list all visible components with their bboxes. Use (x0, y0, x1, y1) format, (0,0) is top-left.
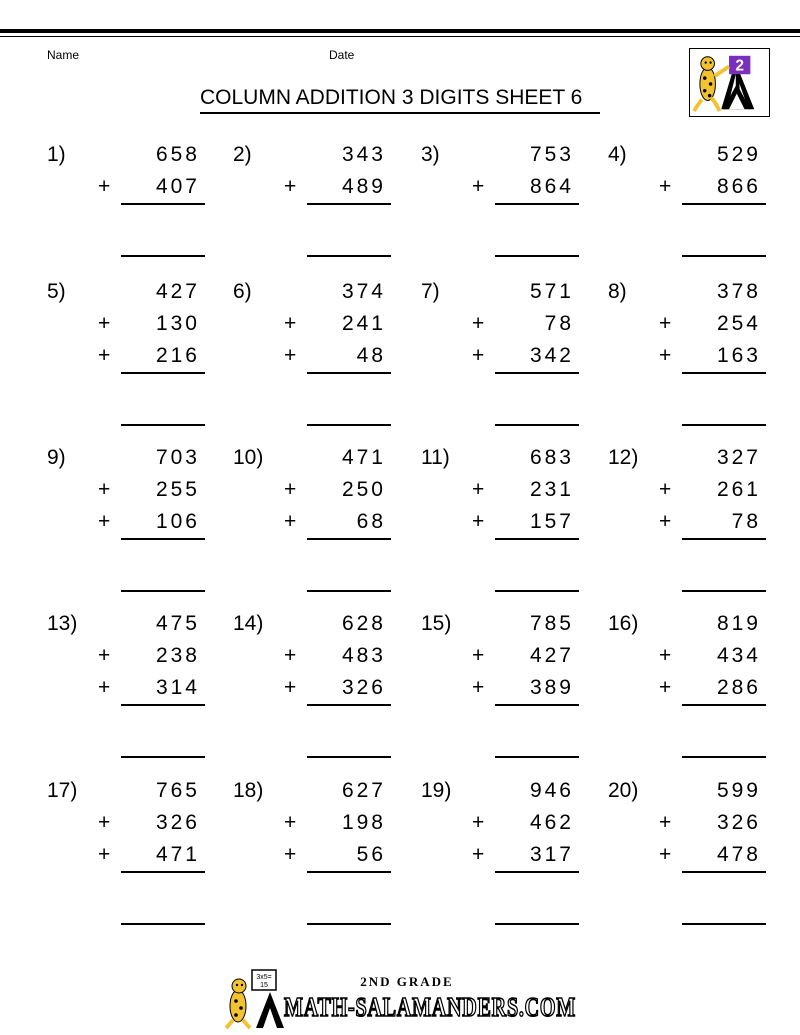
addend-value: 471 (155, 843, 200, 866)
addend-value: 489 (341, 175, 386, 198)
answer-line[interactable] (307, 590, 391, 592)
addend-row (233, 843, 408, 871)
answer-line[interactable] (495, 590, 579, 592)
addend-row (421, 344, 596, 372)
logo-badge-text: 2 (735, 57, 745, 75)
problem-number: 19) (421, 779, 452, 802)
problem-2 (233, 143, 408, 253)
addend-value: 819 (716, 612, 761, 635)
addend-row (47, 510, 222, 538)
plus-sign: + (284, 811, 297, 834)
plus-sign: + (659, 644, 672, 667)
addend-value: 130 (155, 312, 200, 335)
sum-line (121, 871, 205, 873)
problem-number: 13) (47, 612, 78, 635)
addend-row (421, 175, 596, 203)
problem-4 (608, 143, 783, 253)
addend-value: 78 (731, 510, 761, 533)
addend-row (233, 344, 408, 372)
plus-sign: + (659, 510, 672, 533)
date-label: Date (329, 48, 355, 62)
addend-value: 683 (529, 446, 574, 469)
problem-12 (608, 446, 783, 556)
addend-row (233, 312, 408, 340)
addend-row (47, 280, 222, 308)
addend-value: 342 (529, 344, 574, 367)
addend-value: 261 (716, 478, 761, 501)
answer-line[interactable] (307, 424, 391, 426)
salamander-logo-icon (689, 48, 770, 117)
addend-value: 529 (716, 143, 761, 166)
addend-row (608, 344, 783, 372)
addend-row (421, 779, 596, 807)
answer-line[interactable] (682, 923, 766, 925)
sum-line (495, 538, 579, 540)
addend-row (47, 312, 222, 340)
sum-line (495, 871, 579, 873)
addend-value: 163 (716, 344, 761, 367)
addend-row (421, 510, 596, 538)
plus-sign: + (472, 175, 485, 198)
addend-value: 483 (341, 644, 386, 667)
plus-sign: + (472, 811, 485, 834)
addend-value: 78 (544, 312, 574, 335)
plus-sign: + (659, 344, 672, 367)
addend-row (608, 811, 783, 839)
addend-value: 48 (356, 344, 386, 367)
answer-line[interactable] (495, 424, 579, 426)
plus-sign: + (98, 478, 111, 501)
answer-line[interactable] (495, 756, 579, 758)
problem-7 (421, 280, 596, 390)
addend-row (47, 811, 222, 839)
sum-line (495, 203, 579, 205)
plus-sign: + (284, 510, 297, 533)
problem-13 (47, 612, 222, 722)
addend-row (608, 644, 783, 672)
addend-value: 427 (155, 280, 200, 303)
addend-value: 571 (529, 280, 574, 303)
addend-row (608, 280, 783, 308)
addend-value: 407 (155, 175, 200, 198)
addend-row (47, 344, 222, 372)
addend-value: 286 (716, 676, 761, 699)
addend-value: 326 (155, 811, 200, 834)
addend-row (421, 280, 596, 308)
addend-row (233, 676, 408, 704)
problem-number: 3) (421, 143, 440, 166)
sum-line (307, 704, 391, 706)
sum-line (121, 704, 205, 706)
plus-sign: + (472, 510, 485, 533)
addend-value: 343 (341, 143, 386, 166)
addend-value: 946 (529, 779, 574, 802)
addend-value: 157 (529, 510, 574, 533)
addend-value: 627 (341, 779, 386, 802)
answer-line[interactable] (495, 923, 579, 925)
footer-site-text: MATH-SALAMANDERS.COM (284, 992, 576, 1022)
addend-value: 703 (155, 446, 200, 469)
addend-row (47, 446, 222, 474)
addend-row (421, 644, 596, 672)
addend-row (421, 446, 596, 474)
problem-number: 9) (47, 446, 66, 469)
addend-row (47, 644, 222, 672)
sum-line (307, 538, 391, 540)
addend-row (608, 843, 783, 871)
addend-value: 628 (341, 612, 386, 635)
addend-value: 255 (155, 478, 200, 501)
plus-sign: + (98, 510, 111, 533)
plus-sign: + (659, 312, 672, 335)
addend-row (421, 676, 596, 704)
answer-line[interactable] (121, 756, 205, 758)
problem-1 (47, 143, 222, 253)
addend-row (421, 843, 596, 871)
addend-row (47, 779, 222, 807)
addend-row (233, 779, 408, 807)
problem-number: 6) (233, 280, 252, 303)
problem-number: 11) (421, 446, 450, 469)
addend-value: 785 (529, 612, 574, 635)
problem-5 (47, 280, 222, 390)
sum-line (682, 538, 766, 540)
addend-value: 106 (155, 510, 200, 533)
addend-row (47, 175, 222, 203)
answer-line[interactable] (682, 590, 766, 592)
footer-grade-text: 2ND GRADE (360, 974, 454, 989)
addend-row (608, 446, 783, 474)
plus-sign: + (98, 312, 111, 335)
plus-sign: + (284, 676, 297, 699)
plus-sign: + (472, 843, 485, 866)
addend-value: 765 (155, 779, 200, 802)
problem-11 (421, 446, 596, 556)
addend-value: 231 (529, 478, 574, 501)
addend-value: 658 (155, 143, 200, 166)
problem-number: 1) (47, 143, 66, 166)
addend-value: 326 (716, 811, 761, 834)
plus-sign: + (659, 175, 672, 198)
addend-value: 599 (716, 779, 761, 802)
sum-line (682, 704, 766, 706)
addend-row (233, 280, 408, 308)
addend-value: 317 (529, 843, 574, 866)
worksheet-title: COLUMN ADDITION 3 DIGITS SHEET 6 (200, 86, 583, 109)
plus-sign: + (284, 344, 297, 367)
addend-row (421, 312, 596, 340)
sum-line (495, 704, 579, 706)
problem-17 (47, 779, 222, 889)
sum-line (682, 203, 766, 205)
problem-9 (47, 446, 222, 556)
addend-value: 864 (529, 175, 574, 198)
addend-value: 475 (155, 612, 200, 635)
addend-row (233, 175, 408, 203)
addend-row (608, 175, 783, 203)
sum-line (307, 203, 391, 205)
sum-line (682, 871, 766, 873)
addend-row (47, 143, 222, 171)
problem-10 (233, 446, 408, 556)
board-text-bottom: 15 (260, 982, 268, 989)
addend-value: 478 (716, 843, 761, 866)
addend-row (233, 478, 408, 506)
addend-row (47, 478, 222, 506)
answer-line[interactable] (121, 424, 205, 426)
problem-number: 4) (608, 143, 627, 166)
addend-row (233, 446, 408, 474)
plus-sign: + (472, 344, 485, 367)
board-text-top: 3x5= (256, 974, 272, 981)
answer-line[interactable] (307, 923, 391, 925)
name-label: Name (47, 48, 80, 62)
problem-number: 12) (608, 446, 639, 469)
answer-line[interactable] (682, 255, 766, 257)
plus-sign: + (284, 175, 297, 198)
problem-6 (233, 280, 408, 390)
sum-line (307, 372, 391, 374)
problem-16 (608, 612, 783, 722)
addend-row (421, 143, 596, 171)
addend-value: 866 (716, 175, 761, 198)
plus-sign: + (472, 312, 485, 335)
plus-sign: + (98, 644, 111, 667)
problem-14 (233, 612, 408, 722)
problem-number: 17) (47, 779, 78, 802)
top-rule-thick (0, 29, 800, 33)
addend-row (233, 644, 408, 672)
sum-line (121, 538, 205, 540)
problem-15 (421, 612, 596, 722)
addend-value: 254 (716, 312, 761, 335)
addend-value: 374 (341, 280, 386, 303)
sum-line (121, 372, 205, 374)
plus-sign: + (659, 478, 672, 501)
answer-line[interactable] (682, 424, 766, 426)
addend-value: 198 (341, 811, 386, 834)
addend-row (608, 143, 783, 171)
plus-sign: + (659, 676, 672, 699)
top-rule-thin (0, 36, 800, 37)
plus-sign: + (659, 811, 672, 834)
sum-line (682, 372, 766, 374)
plus-sign: + (472, 676, 485, 699)
plus-sign: + (98, 811, 111, 834)
addend-row (421, 478, 596, 506)
problem-number: 10) (233, 446, 264, 469)
addend-row (608, 510, 783, 538)
sum-line (121, 203, 205, 205)
plus-sign: + (98, 676, 111, 699)
addend-row (421, 612, 596, 640)
problem-8 (608, 280, 783, 390)
plus-sign: + (472, 644, 485, 667)
addend-value: 326 (341, 676, 386, 699)
problem-20 (608, 779, 783, 889)
addend-row (608, 676, 783, 704)
answer-line[interactable] (682, 756, 766, 758)
sum-line (307, 871, 391, 873)
addend-value: 378 (716, 280, 761, 303)
answer-line[interactable] (121, 923, 205, 925)
problem-number: 20) (608, 779, 639, 802)
addend-row (47, 612, 222, 640)
addend-row (421, 811, 596, 839)
addend-row (233, 811, 408, 839)
math-salamanders-logo-icon (222, 966, 582, 1028)
answer-line[interactable] (495, 255, 579, 257)
addend-value: 471 (341, 446, 386, 469)
addend-value: 753 (529, 143, 574, 166)
plus-sign: + (284, 478, 297, 501)
addend-value: 68 (356, 510, 386, 533)
addend-row (608, 779, 783, 807)
addend-value: 434 (716, 644, 761, 667)
addend-value: 427 (529, 644, 574, 667)
problem-18 (233, 779, 408, 889)
plus-sign: + (98, 843, 111, 866)
answer-line[interactable] (121, 590, 205, 592)
addend-value: 462 (529, 811, 574, 834)
addend-row (47, 843, 222, 871)
problem-number: 5) (47, 280, 66, 303)
addend-row (47, 676, 222, 704)
addend-value: 327 (716, 446, 761, 469)
answer-line[interactable] (307, 756, 391, 758)
addend-value: 241 (341, 312, 386, 335)
problem-number: 18) (233, 779, 264, 802)
addend-row (233, 510, 408, 538)
answer-line[interactable] (307, 255, 391, 257)
plus-sign: + (98, 175, 111, 198)
problem-number: 2) (233, 143, 252, 166)
addend-row (233, 143, 408, 171)
answer-line[interactable] (121, 255, 205, 257)
addend-value: 314 (155, 676, 200, 699)
sum-line (495, 372, 579, 374)
plus-sign: + (472, 478, 485, 501)
addend-value: 250 (341, 478, 386, 501)
addend-value: 56 (356, 843, 386, 866)
title-underline (200, 112, 600, 114)
problem-number: 14) (233, 612, 264, 635)
problem-number: 16) (608, 612, 639, 635)
problem-number: 7) (421, 280, 440, 303)
addend-row (608, 612, 783, 640)
addend-row (233, 612, 408, 640)
addend-value: 238 (155, 644, 200, 667)
problem-number: 15) (421, 612, 452, 635)
plus-sign: + (284, 312, 297, 335)
addend-row (608, 312, 783, 340)
problem-number: 8) (608, 280, 627, 303)
problem-19 (421, 779, 596, 889)
plus-sign: + (284, 843, 297, 866)
problem-3 (421, 143, 596, 253)
addend-value: 389 (529, 676, 574, 699)
addend-value: 216 (155, 344, 200, 367)
addend-row (608, 478, 783, 506)
plus-sign: + (659, 843, 672, 866)
plus-sign: + (98, 344, 111, 367)
plus-sign: + (284, 644, 297, 667)
